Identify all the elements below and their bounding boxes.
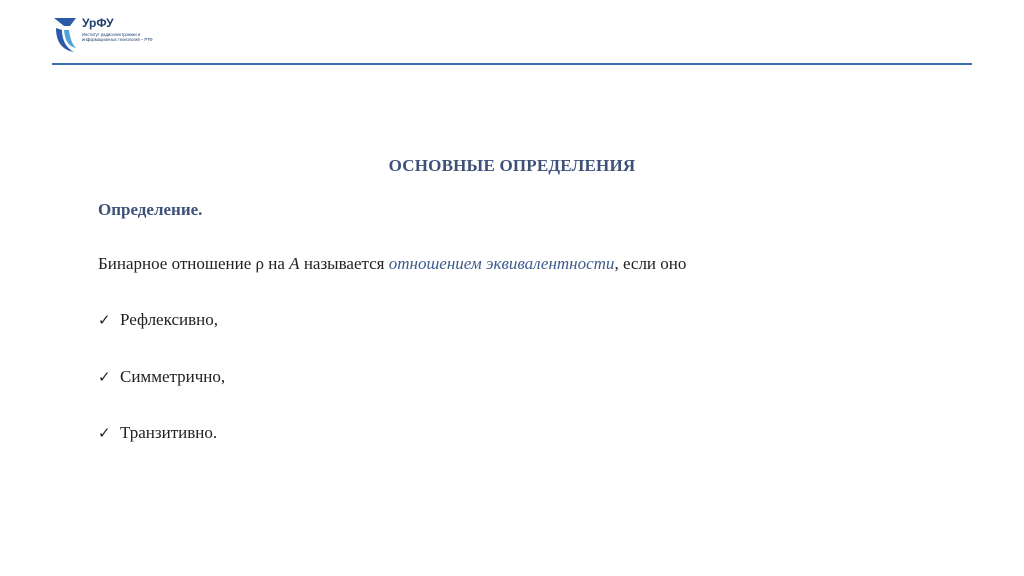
- logo-name: УрФУ: [82, 16, 114, 30]
- statement-part1: Бинарное отношение ρ на: [98, 254, 290, 273]
- bullet-text: Рефлексивно,: [120, 310, 218, 329]
- statement-part3: , если оно: [614, 254, 687, 273]
- bullet-text: Транзитивно.: [120, 423, 218, 442]
- statement-part2: называется: [299, 254, 389, 273]
- header-divider: [52, 63, 972, 65]
- urfu-logo: [52, 16, 162, 60]
- check-icon: ✓: [98, 424, 111, 442]
- check-icon: ✓: [98, 368, 111, 386]
- definition-statement: [98, 254, 686, 274]
- logo-subtitle: Институт радиоэлектроники и информационных технологий – РТФ: [82, 32, 153, 42]
- bullet-text: Симметрично,: [120, 367, 226, 386]
- definition-label: Определение.: [98, 200, 203, 219]
- slide-title: ОСНОВНЫЕ ОПРЕДЕЛЕНИЯ: [388, 156, 636, 175]
- bullet-item: [98, 367, 225, 387]
- statement-emphasis: отношением эквивалентности: [388, 254, 615, 273]
- check-icon: ✓: [98, 311, 111, 329]
- bullet-item: [98, 310, 218, 330]
- urfu-logo-icon: [52, 16, 78, 56]
- bullet-item: [98, 423, 217, 443]
- statement-variable: A: [289, 254, 300, 273]
